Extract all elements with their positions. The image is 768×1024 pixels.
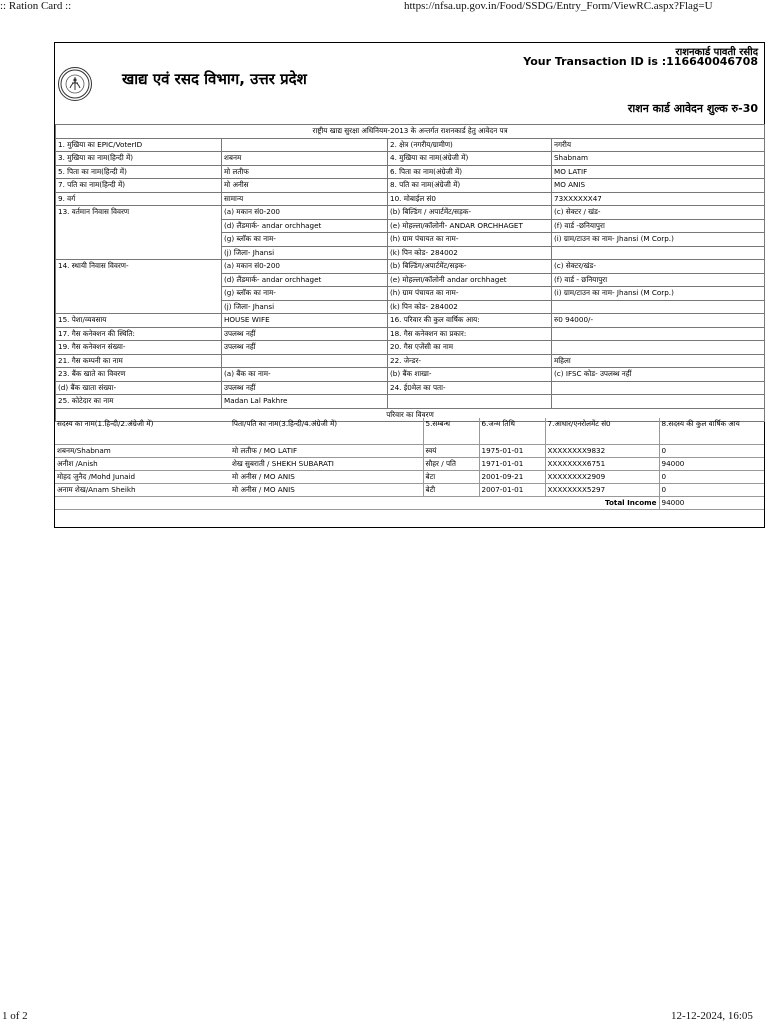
field-label: 16. परिवार की कुल वार्षिक आय: (388, 314, 552, 328)
family-member-row (55, 484, 764, 497)
column-header: 8.सदस्य की कुल वार्षिक आय (659, 418, 764, 445)
form-row (56, 327, 765, 341)
receipt-header (55, 43, 764, 124)
print-page-title: :: Ration Card :: (0, 0, 72, 12)
form-row (56, 192, 765, 206)
field-label: 1. मुखिया का EPIC/VoterID (56, 138, 222, 152)
address-field: (e) मोहल्ला/कॉलोनी andar orchhaget (388, 273, 552, 287)
member-dob: 1971-01-01 (479, 458, 545, 471)
permanent-address-row (56, 260, 765, 274)
print-page-count: 1 of 2 (2, 1010, 28, 1022)
field-label: 17. गैस कनेक्शन की स्थिति: (56, 327, 222, 341)
field-value: उपलब्ध नहीं (222, 341, 388, 355)
field-label: 10. मोबाईल सं0 (388, 192, 552, 206)
column-header: पिता/पति का नाम(3.हिन्दी/4.अंग्रेजी में) (230, 418, 423, 445)
form-row (56, 381, 765, 395)
field-value (552, 381, 765, 395)
field-value: Shabnam (552, 152, 765, 166)
field-label: 25. कोटेदार का नाम (56, 395, 222, 409)
member-guardian: मो लतीफ / MO LATIF (230, 445, 423, 458)
column-header: 7.आधार/एनरोलमेंट सं0 (545, 418, 659, 445)
bank-field: (a) बैंक का नाम- (222, 368, 388, 382)
address-field: (j) जिला- Jhansi (222, 300, 388, 314)
field-value: 73XXXXXX47 (552, 192, 765, 206)
family-member-row (55, 471, 764, 484)
field-value: HOUSE WIFE (222, 314, 388, 328)
address-field: (i) ग्राम/टाउन का नाम- Jhansi (M Corp.) (552, 233, 765, 247)
family-members-table (55, 418, 764, 510)
receipt-title: राशनकार्ड पावती रसीद (675, 47, 758, 58)
print-page-url: https://nfsa.up.gov.in/Food/SSDG/Entry_Form/ViewRC.aspx?Flag=U (404, 0, 713, 12)
field-value: MO LATIF (552, 165, 765, 179)
address-field: (j) जिला- Jhansi (222, 246, 388, 260)
address-field (552, 300, 765, 314)
address-field: (c) सेक्टर/खंड- (552, 260, 765, 274)
field-label: 3. मुखिया का नाम(हिन्दी में) (56, 152, 222, 166)
field-label: 2. क्षेत्र (नगरीय/ग्रामीण) (388, 138, 552, 152)
member-name: मोहद जुनैद /Mohd Junaid (55, 471, 230, 484)
member-dob: 2007-01-01 (479, 484, 545, 497)
field-value (222, 138, 388, 152)
address-field: (a) मकान सं0-200 (222, 260, 388, 274)
total-income-row (55, 497, 764, 510)
field-value: मो लतीफ (222, 165, 388, 179)
member-dob: 1975-01-01 (479, 445, 545, 458)
bank-field: (b) बैंक शाखा- (388, 368, 552, 382)
field-value: शबनम (222, 152, 388, 166)
field-value: उपलब्ध नहीं (222, 381, 388, 395)
field-label: 6. पिता का नाम(अंग्रेजी में) (388, 165, 552, 179)
field-value: सामान्य (222, 192, 388, 206)
field-label: 24. ई0मेल का पता- (388, 381, 552, 395)
address-field: (d) लैंडमार्क- andar orchhaget (222, 219, 388, 233)
address-field: (a) मकान सं0-200 (222, 206, 388, 220)
column-header: सदस्य का नाम(1.हिन्दी/2.अंग्रेजी में) (55, 418, 230, 445)
member-income: 0 (659, 484, 764, 497)
form-row (56, 138, 765, 152)
member-income: 0 (659, 471, 764, 484)
member-aadhaar: XXXXXXXX2909 (545, 471, 659, 484)
field-value (552, 395, 765, 409)
current-address-row (56, 206, 765, 220)
field-label: 5. पिता का नाम(हिन्दी में) (56, 165, 222, 179)
form-row (56, 395, 765, 409)
address-field: (h) ग्राम पंचायत का नाम- (388, 287, 552, 301)
field-value (222, 354, 388, 368)
address-field: (b) बिल्डिंग/अपार्टमेंट/सड़क- (388, 260, 552, 274)
field-value: मो अनीस (222, 179, 388, 193)
address-field: (e) मोहल्ला/कॉलोनी- ANDAR ORCHHAGET (388, 219, 552, 233)
column-header: 6.जन्म तिथि (479, 418, 545, 445)
address-field: (k) पिन कोड- 284002 (388, 300, 552, 314)
field-value (552, 327, 765, 341)
member-relation: बेटी (423, 484, 479, 497)
field-label: (d) बैंक खाता संख्या- (56, 381, 222, 395)
address-field: (h) ग्राम पंचायत का नाम- (388, 233, 552, 247)
address-field: (b) बिल्डिंग / अपार्टमेंट/सड़क- (388, 206, 552, 220)
member-aadhaar: XXXXXXXX5297 (545, 484, 659, 497)
member-relation: सौहर / पति (423, 458, 479, 471)
member-name: शबनम/Shabnam (55, 445, 230, 458)
family-member-row (55, 445, 764, 458)
member-name: अनाम शेख/Anam Sheikh (55, 484, 230, 497)
address-field: (i) ग्राम/टाउन का नाम- Jhansi (M Corp.) (552, 287, 765, 301)
form-row (56, 341, 765, 355)
current-address-label: 13. वर्तमान निवास विवरण (56, 206, 222, 260)
address-field (552, 246, 765, 260)
address-field: (c) सेक्टर / खंड- (552, 206, 765, 220)
field-label: 23. बैंक खाते का विवरण (56, 368, 222, 382)
field-value: नगरीय (552, 138, 765, 152)
permanent-address-label: 14. स्थायी निवास विवरण- (56, 260, 222, 314)
address-field: (f) वार्ड -छनियापुरा (552, 219, 765, 233)
member-dob: 2001-09-21 (479, 471, 545, 484)
field-value: महिला (552, 354, 765, 368)
field-value: Madan Lal Pakhre (222, 395, 388, 409)
family-section-title: परिवार का विवरण (56, 408, 765, 422)
member-income: 0 (659, 445, 764, 458)
application-form-table (55, 124, 765, 422)
member-aadhaar: XXXXXXXX9832 (545, 445, 659, 458)
total-income-value: 94000 (659, 497, 764, 510)
field-label (388, 395, 552, 409)
address-field: (g) ब्लॉक का नाम- (222, 233, 388, 247)
member-relation: बेटा (423, 471, 479, 484)
bank-details-row (56, 368, 765, 382)
field-label: 21. गैस कम्पनी का नाम (56, 354, 222, 368)
field-value: MO ANIS (552, 179, 765, 193)
form-row (56, 152, 765, 166)
column-header: 5.सम्बन्ध (423, 418, 479, 445)
field-label: 20. गैस एजेंसी का नाम (388, 341, 552, 355)
field-label: 9. वर्ग (56, 192, 222, 206)
field-value: रु0 94000/- (552, 314, 765, 328)
family-member-row (55, 458, 764, 471)
field-label: 15. पेशा/व्यवसाय (56, 314, 222, 328)
transaction-id: Your Transaction ID is :116640046708 (523, 55, 758, 68)
up-government-emblem-icon (58, 67, 92, 101)
address-field: (g) ब्लॉक का नाम- (222, 287, 388, 301)
member-relation: स्वयं (423, 445, 479, 458)
total-income-label: Total Income (55, 497, 659, 510)
family-header-row (55, 418, 764, 445)
field-label: 19. गैस कनेक्शन संख्या- (56, 341, 222, 355)
bank-field: (c) IFSC कोड- उपलब्ध नहीं (552, 368, 765, 382)
department-title: खाद्य एवं रसद विभाग, उत्तर प्रदेश (122, 70, 307, 88)
field-label: 7. पति का नाम(हिन्दी में) (56, 179, 222, 193)
form-row (56, 314, 765, 328)
form-title: राष्ट्रीय खाद्य सुरक्षा अधिनियम-2013 के अन्तर्गत राशनकार्ड हेतु आवेदन पत्र (56, 125, 765, 139)
field-label: 22. जेन्डर- (388, 354, 552, 368)
address-field: (d) लैंडमार्क- andar orchhaget (222, 273, 388, 287)
ration-card-receipt (54, 42, 765, 528)
field-value: उपलब्ध नहीं (222, 327, 388, 341)
print-datetime: 12-12-2024, 16:05 (671, 1010, 753, 1022)
address-field: (f) वार्ड - छनियापुरा (552, 273, 765, 287)
address-field: (k) पिन कोड- 284002 (388, 246, 552, 260)
member-name: अनीश /Anish (55, 458, 230, 471)
form-row (56, 179, 765, 193)
field-value (552, 341, 765, 355)
member-guardian: मो अनीस / MO ANIS (230, 484, 423, 497)
member-guardian: मो अनीस / MO ANIS (230, 471, 423, 484)
member-income: 94000 (659, 458, 764, 471)
member-guardian: शेख सुबराती / SHEKH SUBARATI (230, 458, 423, 471)
member-aadhaar: XXXXXXXX6751 (545, 458, 659, 471)
field-label: 4. मुखिया का नाम(अंग्रेजी में) (388, 152, 552, 166)
form-row (56, 354, 765, 368)
form-row (56, 165, 765, 179)
field-label: 18. गैस कनेक्शन का प्रकार: (388, 327, 552, 341)
field-label: 8. पति का नाम(अंग्रेजी में) (388, 179, 552, 193)
application-fee: राशन कार्ड आवेदन शुल्क रु-30 (627, 102, 758, 115)
